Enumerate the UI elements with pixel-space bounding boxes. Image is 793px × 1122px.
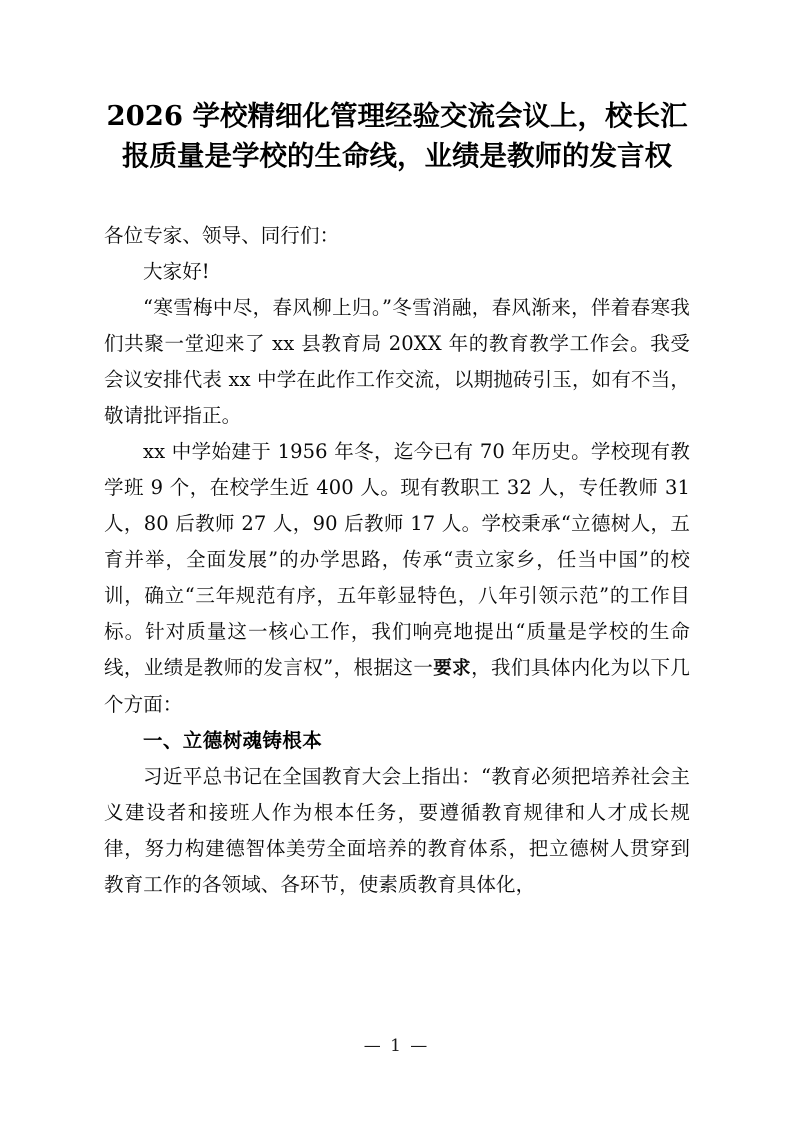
- paragraph-school-overview-text-b: ，我们具体内化为以下几个方面：: [104, 656, 690, 716]
- page-content: [104, 96, 697, 903]
- paragraph-school-overview: [104, 434, 697, 723]
- paragraph-emphasis-requirement: 要求: [433, 658, 472, 679]
- page-number-footer: — 1 —: [363, 1036, 430, 1056]
- paragraph-opening: “寒雪梅中尽，春风柳上归。”冬雪消融，春风渐来，伴着春寒我们共聚一堂迎来了 xx 县教育局 20XX 年的教育教学工作会。我受会议安排代表 xx 中学在此作工作交流，以期抛砖引玉，如有不当，敬请批评指正。: [104, 296, 690, 427]
- paragraph-school-overview-text-a: xx 中学始建于 1956 年冬，迄今已有 70 年历史。学校现有教学班 9 个，在校学生近 400 人。现有教职工 32 人，专任教师 31 人，80 后教师 27 人，90 后教师 17 人。学校秉承“立德树人，五育并举，全面发展”的办学思路，传承“责立家乡，任当中国”的校训，确立“三年规范有序，五年彰显特色，八年引领示范”的工作目标。针对质量这一核心工作，我们响亮地提出“质量是学校的生命线，业绩是教师的发言权”，根据这一: [104, 440, 697, 679]
- page-title: 2026 学校精细化管理经验交流会议上，校长汇报质量是学校的生命线，业绩是教师的发言权: [106, 100, 688, 172]
- salutation-line: 各位专家、领导、同行们：: [104, 224, 340, 247]
- paragraph-section-1-body: 习近平总书记在全国教育大会上指出：“教育必须把培养社会主义建设者和接班人作为根本任务，要遵循教育规律和人才成长规律，努力构建德智体美劳全面培养的教育体系，把立德树人贯穿到教育工作的各领域、各环节，使素质教育具体化，: [104, 765, 690, 896]
- document-body: [104, 218, 697, 903]
- section-heading-1: 一、立德树魂铸根本: [143, 729, 323, 752]
- greeting-line: 大家好!: [143, 260, 210, 283]
